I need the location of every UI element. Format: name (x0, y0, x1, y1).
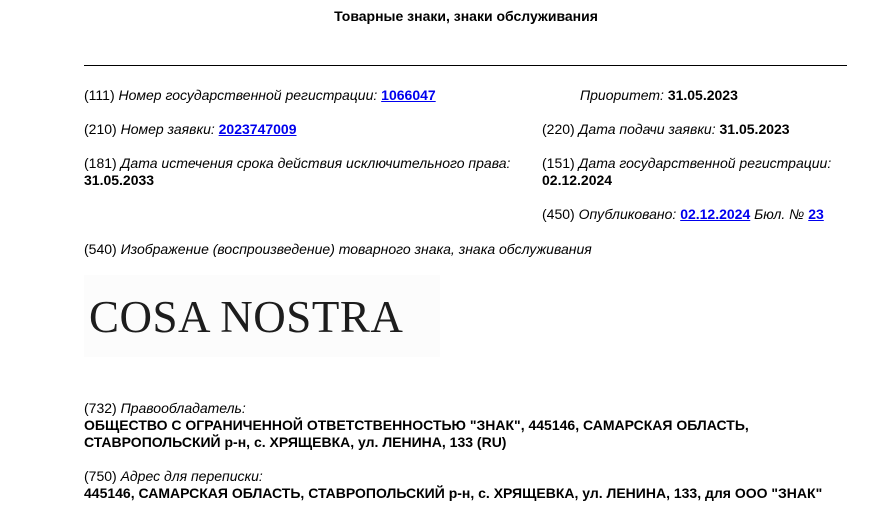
field-code: (750) (84, 468, 117, 484)
field-label: Номер государственной регистрации: (118, 87, 378, 103)
registration-number-link[interactable]: 1066047 (381, 87, 436, 103)
field-correspondence-address (84, 468, 822, 502)
field-code: (111) (84, 87, 115, 103)
field-label: Номер заявки: (120, 121, 215, 137)
field-label: Адрес для переписки: (120, 468, 263, 484)
trademark-image (84, 275, 440, 357)
field-label: Опубликовано: (578, 206, 677, 222)
field-value: 31.05.2023 (719, 121, 790, 137)
field-application-number (84, 121, 297, 138)
field-mark-image (84, 241, 592, 258)
trademark-wordmark: COSA NOSTRA (89, 292, 404, 342)
field-value: 02.12.2024 (542, 172, 613, 188)
field-label: Дата истечения срока действия исключительного права: (120, 155, 511, 171)
field-expiry-date (84, 155, 510, 189)
field-code: (540) (84, 241, 117, 257)
holder-name-line-2: СТАВРОПОЛЬСКИЙ р-н, с. ХРЯЩЕВКА, ул. ЛЕНИНА, 133 (RU) (84, 434, 507, 450)
field-published (542, 206, 824, 223)
correspondence-address-value: 445146, САМАРСКАЯ ОБЛАСТЬ, СТАВРОПОЛЬСКИЙ р-н, с. ХРЯЩЕВКА, ул. ЛЕНИНА, 133, для ООО "ЗНАК" (84, 485, 823, 501)
field-value: 31.05.2033 (84, 172, 155, 188)
field-filing-date (542, 121, 790, 138)
field-right-holder (84, 400, 749, 451)
bulletin-number-link[interactable]: 23 (808, 206, 824, 222)
field-value: 31.05.2023 (667, 87, 738, 103)
field-label: Правообладатель: (120, 400, 246, 416)
field-registration-date (542, 155, 831, 189)
field-code: (450) (542, 206, 575, 222)
field-code: (220) (542, 121, 575, 137)
field-code: (210) (84, 121, 117, 137)
field-label: Дата подачи заявки: (578, 121, 716, 137)
field-label: Приоритет: (580, 87, 664, 103)
application-number-link[interactable]: 2023747009 (218, 121, 297, 137)
field-code: (732) (84, 400, 117, 416)
field-label: Дата государственной регистрации: (578, 155, 832, 171)
holder-name-line-1: ОБЩЕСТВО С ОГРАНИЧЕННОЙ ОТВЕТСТВЕННОСТЬЮ "ЗНАК", 445146, САМАРСКАЯ ОБЛАСТЬ, (84, 417, 749, 433)
field-code: (151) (542, 155, 575, 171)
page-title: Товарные знаки, знаки обслуживания (334, 8, 598, 24)
bulletin-label: Бюл. № (754, 206, 805, 222)
field-code: (181) (84, 155, 117, 171)
field-label: Изображение (воспроизведение) товарного знака, знака обслуживания (120, 241, 592, 257)
field-registration-number (84, 87, 436, 104)
publication-date-link[interactable]: 02.12.2024 (680, 206, 751, 222)
field-priority (580, 87, 738, 104)
header-divider (84, 65, 847, 66)
